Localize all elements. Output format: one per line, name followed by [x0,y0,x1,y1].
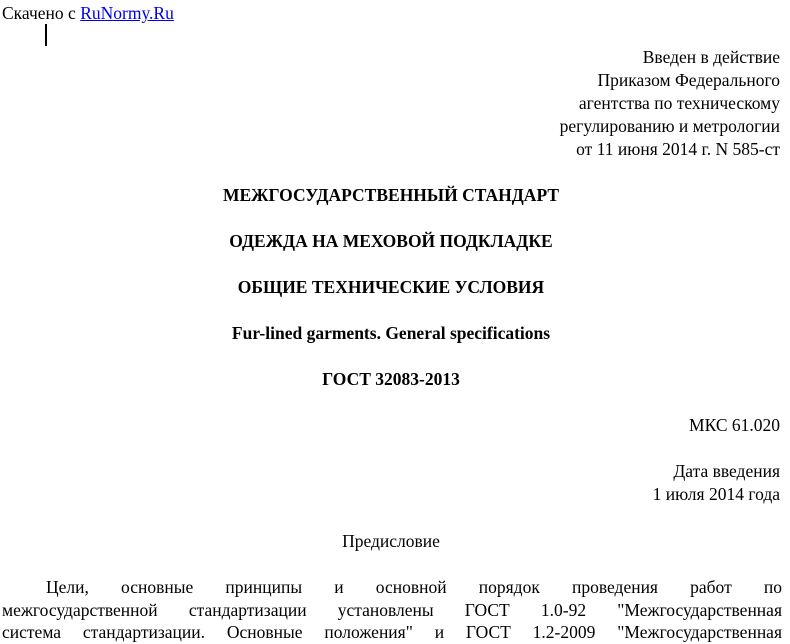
standard-name-en: Fur-lined garments. General specifications [231,323,551,343]
paragraph-line: межгосударственной стандартизации установлены ГОСТ 1.0-92 "Межгосударственная [2,599,782,620]
text-cursor [45,24,47,46]
standard-code: ГОСТ 32083-2013 [322,369,460,389]
enactment-line: агентства по техническому [578,93,780,113]
source-link[interactable]: RuNormy.Ru [80,3,174,23]
enactment-line: Введен в действие [642,47,780,67]
enactment-block [560,46,780,161]
standard-type-title: МЕЖГОСУДАРСТВЕННЫЙ СТАНДАРТ [222,185,560,205]
intro-date-block [653,460,780,506]
source-prefix: Скачено с [2,3,81,23]
paragraph-line: Цели, основные принципы и основной порядок проведения работ по [46,577,782,597]
enactment-line: регулированию и метрологии [559,116,780,136]
mks-code: МКС 61.020 [689,415,780,435]
intro-date-value: 1 июля 2014 года [652,484,780,504]
preface-paragraph [2,576,782,644]
intro-date-label: Дата введения [673,461,780,481]
enactment-line: от 11 июня 2014 г. N 585-ст [576,139,780,159]
standard-name-ru: ОДЕЖДА НА МЕХОВОЙ ПОДКЛАДКЕ [229,231,553,251]
standard-subtitle-ru: ОБЩИЕ ТЕХНИЧЕСКИЕ УСЛОВИЯ [237,277,545,297]
source-note [2,2,174,24]
preface-heading: Предисловие [342,531,440,551]
paragraph-line: система стандартизации. Основные положения" и ГОСТ 1.2-2009 "Межгосударственная [2,622,782,642]
enactment-line: Приказом Федерального [597,70,780,90]
